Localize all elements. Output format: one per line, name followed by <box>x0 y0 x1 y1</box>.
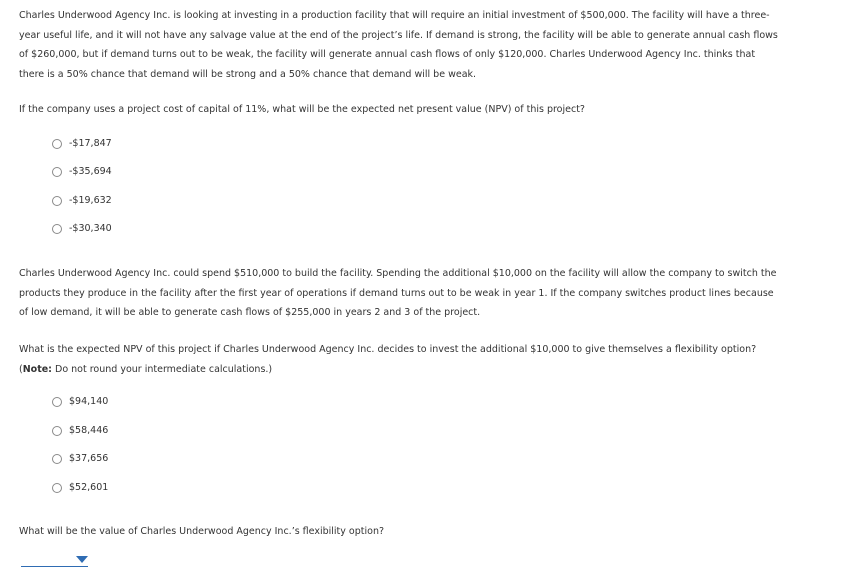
intro-paragraph: Charles Underwood Agency Inc. is looking at investing in a production facility that will require an initial investment of $500,000. The facility will have a three-year useful life, and it will not have any salvage value at the end of the project’s life. If demand is strong, the facility will be able to generate annual cash flows of $260,000, but if demand turns out to be weak, the facility will generate annual cash flows of only $120,000. Charles Underwood Agency Inc. thinks that there is a 50% chance that demand will be strong and a 50% chance that demand will be weak. <box>19 10 778 80</box>
note-label: Note: <box>22 363 52 375</box>
radio-button[interactable] <box>52 426 62 436</box>
question-3-text: What will be the value of Charles Underwood Agency Inc.’s flexibility option? <box>19 526 385 537</box>
q1-option-3[interactable] <box>52 195 112 206</box>
option-label: -$30,340 <box>69 223 112 234</box>
option-label: $37,656 <box>69 453 109 464</box>
q2-option-4[interactable] <box>52 482 108 493</box>
q2-option-2[interactable] <box>52 425 108 436</box>
question-2-text <box>19 340 779 379</box>
option-label: $58,446 <box>69 425 109 436</box>
flexibility-option-dropdown[interactable] <box>21 553 88 567</box>
radio-button[interactable] <box>52 139 62 149</box>
option-label: $94,140 <box>69 396 109 407</box>
radio-button[interactable] <box>52 483 62 493</box>
flexibility-paragraph: Charles Underwood Agency Inc. could spend $510,000 to build the facility. Spending the additional $10,000 on the facility will allow the company to switch the products they produce in the facility after the first year of operations if demand turns out to be weak in year 1. If the company switches product lines because of low demand, it will be able to generate cash flows of $255,000 in years 2 and 3 of the project. <box>19 268 777 318</box>
q2-option-3[interactable] <box>52 453 108 464</box>
radio-button[interactable] <box>52 397 62 407</box>
chevron-down-icon[interactable] <box>76 556 88 563</box>
question-1-text: If the company uses a project cost of capital of 11%, what will be the expected net present value (NPV) of this project? <box>19 104 585 115</box>
q1-option-1[interactable] <box>52 138 112 149</box>
option-label: -$19,632 <box>69 195 112 206</box>
question-2-text-after: Do not round your intermediate calculations.) <box>51 363 273 375</box>
option-label: -$35,694 <box>69 166 112 177</box>
question-2-text-before: What is the expected NPV of this project if Charles Underwood Agency Inc. decides to invest the additional $10,000 to give themselves a flexibility option? ( <box>19 344 757 375</box>
radio-button[interactable] <box>52 454 62 464</box>
option-label: -$17,847 <box>69 138 112 149</box>
q2-option-1[interactable] <box>52 396 108 407</box>
q1-option-2[interactable] <box>52 166 112 177</box>
radio-button[interactable] <box>52 196 62 206</box>
option-label: $52,601 <box>69 482 109 493</box>
radio-button[interactable] <box>52 167 62 177</box>
radio-button[interactable] <box>52 224 62 234</box>
q1-option-4[interactable] <box>52 223 112 234</box>
